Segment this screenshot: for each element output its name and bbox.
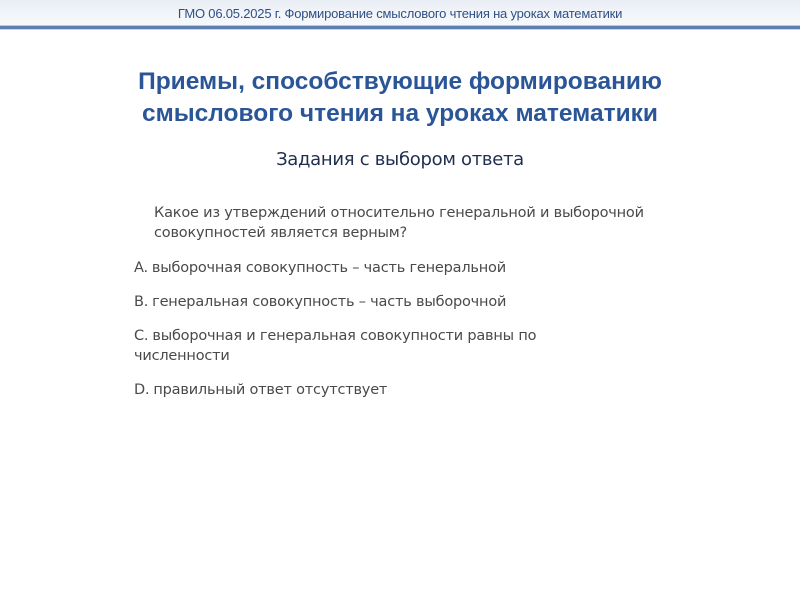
- answer-option-d: [134, 380, 604, 400]
- option-letter: A.: [134, 260, 148, 276]
- option-text: выборочная совокупность – часть генеральной: [151, 260, 506, 276]
- answer-option-c: [134, 326, 604, 366]
- slide-title-line-1: Приемы, способствующие формированию: [138, 68, 662, 95]
- header-rule-shadow: [0, 29, 800, 30]
- answer-options: [134, 258, 604, 414]
- answer-option-b: [134, 292, 604, 312]
- slide-title: [0, 66, 800, 130]
- slide-subtitle: Задания с выбором ответа: [276, 149, 524, 170]
- option-letter: C.: [134, 328, 149, 344]
- header-text: ГМО 06.05.2025 г. Формирование смыслового чтения на уроках математики: [177, 6, 623, 21]
- option-text: выборочная и генеральная совокупности равны по численности: [134, 328, 537, 364]
- slide-title-line-2: смыслового чтения на уроках математики: [142, 100, 658, 127]
- option-text: правильный ответ отсутствует: [153, 382, 388, 398]
- answer-option-a: [134, 258, 604, 278]
- option-letter: B.: [134, 294, 149, 310]
- question-text: Какое из утверждений относительно генеральной и выборочной совокупностей является верным?: [154, 205, 644, 241]
- option-text: генеральная совокупность – часть выборочной: [152, 294, 507, 310]
- option-letter: D.: [134, 382, 150, 398]
